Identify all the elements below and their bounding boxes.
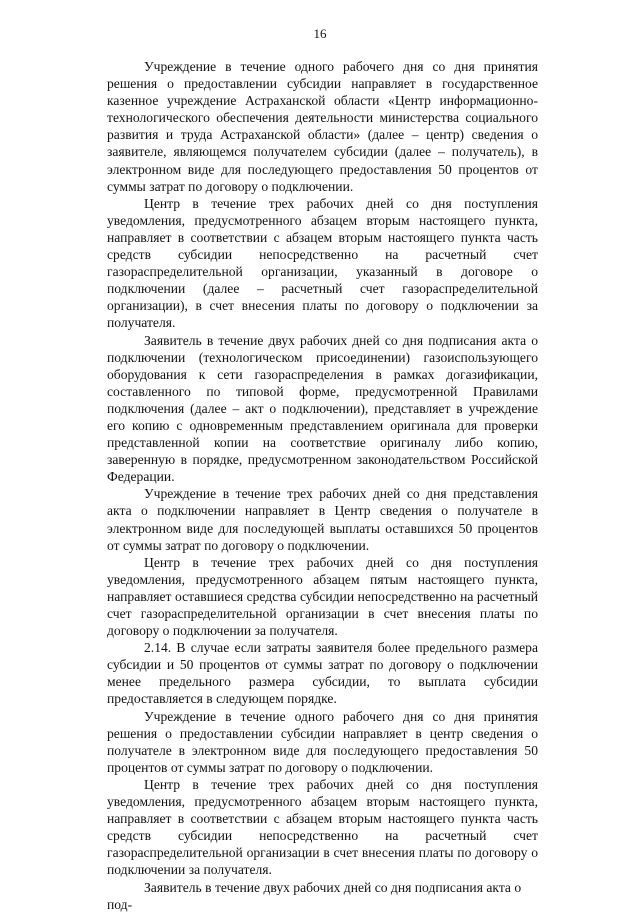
paragraph-clause-2-14: 2.14. В случае если затраты заявителя более предельного размера субсидии и 50 процентов от суммы затрат по договору о подключении менее предельного размера субсидии, то выплата субсидии предоставляется в следующем порядке. bbox=[107, 640, 538, 707]
paragraph-center-payment-part: Центр в течение трех рабочих дней со дня поступления уведомления, предусмотренного абзацем вторым настоящего пункта, направляет в соответствии с абзацем вторым настоящего пункта часть средств субсидии непосредственно на расчетный счет газораспределительной организации, указанный в договоре о подключении (далее – расчетный счет газораспределительной организации), в счет внесения платы по договору о подключении за получателя. bbox=[107, 195, 538, 331]
paragraph-institution-transfer-remainder: Учреждение в течение трех рабочих дней со дня представления акта о подключении направляет в Центр сведения о получателе в электронном виде для последующей выплаты оставшихся 50 процентов от суммы затрат по договору о подключении. bbox=[107, 486, 538, 553]
paragraph-applicant-continued: Заявитель в течение двух рабочих дней со дня подписания акта о под- bbox=[107, 879, 522, 912]
body-text bbox=[107, 58, 538, 913]
paragraph-center-payment-remainder: Центр в течение трех рабочих дней со дня поступления уведомления, предусмотренного абзацем пятым настоящего пункта, направляет оставшиеся средства субсидии непосредственно на расчетный счет газораспределительной организации в счет внесения платы по договору о подключении за получателя. bbox=[107, 554, 538, 639]
paragraph-institution-transfer-clause-2-14: Учреждение в течение одного рабочего дня со дня принятия решения о предоставлении субсидии направляет в центр сведения о получателе в электронном виде для последующего предоставления 50 процентов от суммы затрат по договору о подключении. bbox=[107, 708, 538, 775]
paragraph-center-payment-clause-2-14: Центр в течение трех рабочих дней со дня поступления уведомления, предусмотренного абзацем вторым настоящего пункта, направляет в соответствии с абзацем вторым настоящего пункта часть средств субсидии непосредственно на расчетный счет газораспределительной организации в счет внесения платы по договору о подключении за получателя. bbox=[107, 776, 538, 878]
paragraph-institution-transfer-first-half: Учреждение в течение одного рабочего дня со дня принятия решения о предоставлении субсидии направляет в государственное казенное учреждение Астраханской области «Центр информационно-технологического обеспечения деятельности министерства социального развития и труда Астраханской области» (далее – центр) сведения о заявителе, являющемся получателем субсидии (далее – получатель), в электронном виде для последующего предоставления 50 процентов от суммы затрат по договору о подключении. bbox=[107, 59, 538, 194]
page-number: 16 bbox=[313, 26, 327, 41]
paragraph-applicant-submits-act: Заявитель в течение двух рабочих дней со дня подписания акта о подключении (технологическом присоединении) газоиспользующего оборудования к сети газораспределения в рамках догазификации, составленного по типовой форме, предусмотренной Правилами подключения (далее – акт о подключении), представляет в учреждение его копию с одновременным представлением оригинала для проверки представленной копии на соответствие оригиналу либо копию, заверенную в порядке, предусмотренном законодательством Российской Федерации. bbox=[107, 332, 538, 485]
